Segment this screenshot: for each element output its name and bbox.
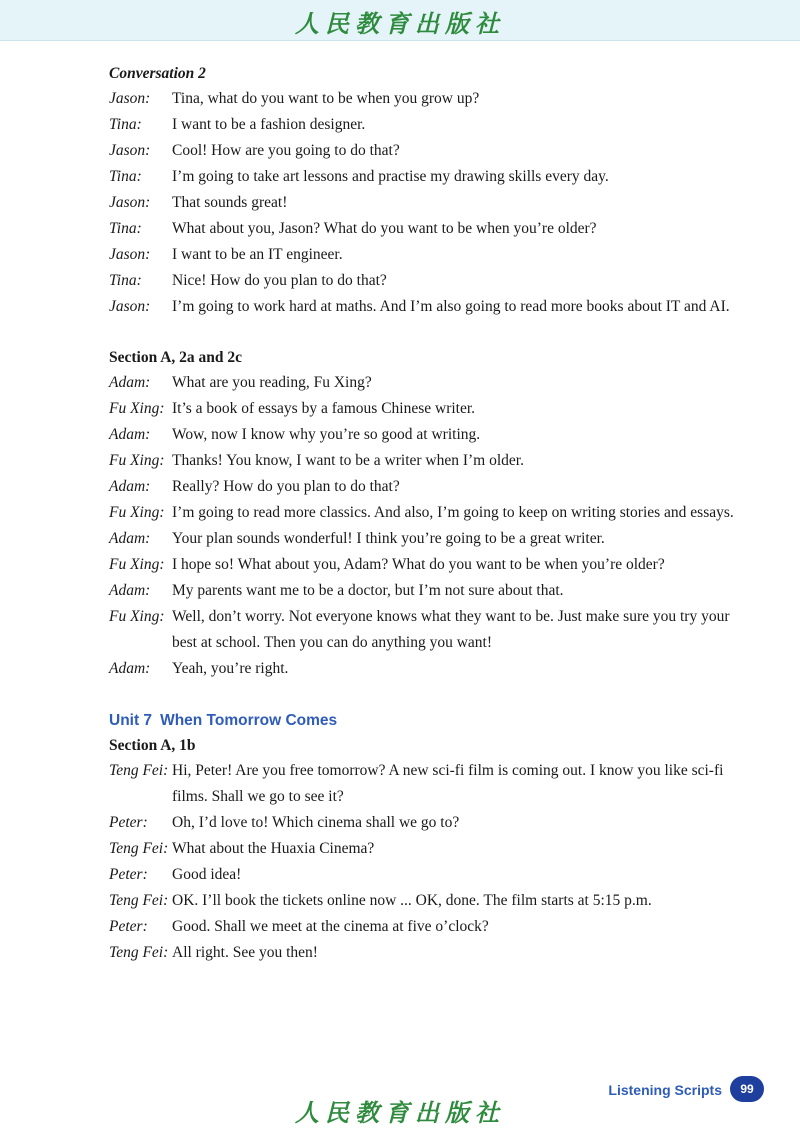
- utterance: Yeah, you’re right.: [172, 660, 289, 677]
- dialogue-line: [109, 448, 749, 474]
- utterance: What are you reading, Fu Xing?: [172, 374, 372, 391]
- utterance: Really? How do you plan to do that?: [172, 478, 400, 495]
- speaker: Adam:: [109, 582, 151, 599]
- utterance: Hi, Peter! Are you free tomorrow? A new sci-fi film is coming out. I know you like sci-fi films. Shall we go to see it?: [172, 762, 724, 805]
- unit-title: When Tomorrow Comes: [160, 712, 338, 729]
- dialogue-line: [109, 758, 749, 810]
- section-heading-2a-2c: Section A, 2a and 2c: [109, 349, 243, 366]
- dialogue-line: [109, 656, 749, 682]
- speaker: Teng Fei:: [109, 892, 169, 909]
- dialogue-line: [109, 112, 749, 138]
- footer-section-label: Listening Scripts: [608, 1082, 722, 1098]
- utterance: What about you, Jason? What do you want to be when you’re older?: [172, 220, 597, 237]
- speaker: Fu Xing:: [109, 452, 165, 469]
- speaker: Tina:: [109, 168, 142, 185]
- dialogue-line: [109, 810, 749, 836]
- dialogue-line: [109, 86, 749, 112]
- utterance: Nice! How do you plan to do that?: [172, 272, 387, 289]
- dialogue-line: [109, 216, 749, 242]
- speaker: Adam:: [109, 660, 151, 677]
- speaker: Fu Xing:: [109, 400, 165, 417]
- dialogue-line: [109, 888, 749, 914]
- dialogue-line: [109, 242, 749, 268]
- speaker: Tina:: [109, 116, 142, 133]
- utterance: Good. Shall we meet at the cinema at five o’clock?: [172, 918, 489, 935]
- speaker: Jason:: [109, 194, 151, 211]
- utterance: I hope so! What about you, Adam? What do you want to be when you’re older?: [172, 556, 665, 573]
- publisher-logo-footer: 人民教育出版社: [295, 1098, 505, 1127]
- dialogue-line: [109, 138, 749, 164]
- dialogue-line: [109, 526, 749, 552]
- dialogue-line: [109, 474, 749, 500]
- unit-heading: [109, 708, 749, 734]
- utterance: Good idea!: [172, 866, 242, 883]
- page-number-badge: 99: [730, 1076, 764, 1102]
- speaker: Teng Fei:: [109, 840, 169, 857]
- speaker: Adam:: [109, 374, 151, 391]
- dialogue-line: [109, 370, 749, 396]
- publisher-logo-header: 人民教育出版社: [295, 9, 505, 38]
- dialogue-line: [109, 552, 749, 578]
- speaker: Peter:: [109, 918, 148, 935]
- utterance: Wow, now I know why you’re so good at writing.: [172, 426, 481, 443]
- speaker: Adam:: [109, 530, 151, 547]
- dialogue-line: [109, 500, 749, 526]
- utterance: What about the Huaxia Cinema?: [172, 840, 375, 857]
- speaker: Jason:: [109, 298, 151, 315]
- utterance: My parents want me to be a doctor, but I’m not sure about that.: [172, 582, 564, 599]
- section-heading-1b: Section A, 1b: [109, 737, 196, 754]
- speaker: Fu Xing:: [109, 556, 165, 573]
- speaker: Tina:: [109, 272, 142, 289]
- dialogue-line: [109, 836, 749, 862]
- speaker: Tina:: [109, 220, 142, 237]
- dialogue-line: [109, 914, 749, 940]
- speaker: Fu Xing:: [109, 504, 165, 521]
- speaker: Adam:: [109, 426, 151, 443]
- dialogue-line: [109, 604, 749, 656]
- speaker: Teng Fei:: [109, 944, 169, 961]
- dialogue-line: [109, 940, 749, 966]
- utterance: Your plan sounds wonderful! I think you’re going to be a great writer.: [172, 530, 605, 547]
- dialogue-line: [109, 294, 749, 320]
- utterance: Oh, I’d love to! Which cinema shall we go to?: [172, 814, 460, 831]
- speaker: Peter:: [109, 814, 148, 831]
- dialogue-line: [109, 422, 749, 448]
- unit-number: Unit 7: [109, 712, 153, 729]
- utterance: I want to be an IT engineer.: [172, 246, 343, 263]
- dialogue-line: [109, 396, 749, 422]
- utterance: I want to be a fashion designer.: [172, 116, 366, 133]
- utterance: I’m going to take art lessons and practise my drawing skills every day.: [172, 168, 609, 185]
- dialogue-line: [109, 578, 749, 604]
- dialogue-line: [109, 862, 749, 888]
- utterance: Well, don’t worry. Not everyone knows what they want to be. Just make sure you try your best at school. Then you can do anything you want!: [172, 608, 730, 651]
- utterance: Thanks! You know, I want to be a writer when I’m older.: [172, 452, 524, 469]
- section-heading-conversation-2: Conversation 2: [109, 65, 206, 82]
- speaker: Teng Fei:: [109, 762, 169, 779]
- dialogue-line: [109, 190, 749, 216]
- speaker: Peter:: [109, 866, 148, 883]
- speaker: Jason:: [109, 90, 151, 107]
- utterance: OK. I’ll book the tickets online now ... OK, done. The film starts at 5:15 p.m.: [172, 892, 652, 909]
- utterance: All right. See you then!: [172, 944, 318, 961]
- utterance: Tina, what do you want to be when you grow up?: [172, 90, 480, 107]
- speaker: Jason:: [109, 246, 151, 263]
- utterance: I’m going to read more classics. And also, I’m going to keep on writing stories and essays.: [172, 504, 734, 521]
- utterance: It’s a book of essays by a famous Chinese writer.: [172, 400, 476, 417]
- speaker: Fu Xing:: [109, 608, 165, 625]
- dialogue-line: [109, 268, 749, 294]
- speaker: Jason:: [109, 142, 151, 159]
- dialogue-line: [109, 164, 749, 190]
- utterance: That sounds great!: [172, 194, 288, 211]
- utterance: Cool! How are you going to do that?: [172, 142, 400, 159]
- speaker: Adam:: [109, 478, 151, 495]
- utterance: I’m going to work hard at maths. And I’m also going to read more books about IT and AI.: [172, 298, 730, 315]
- transcript-content: [109, 62, 749, 966]
